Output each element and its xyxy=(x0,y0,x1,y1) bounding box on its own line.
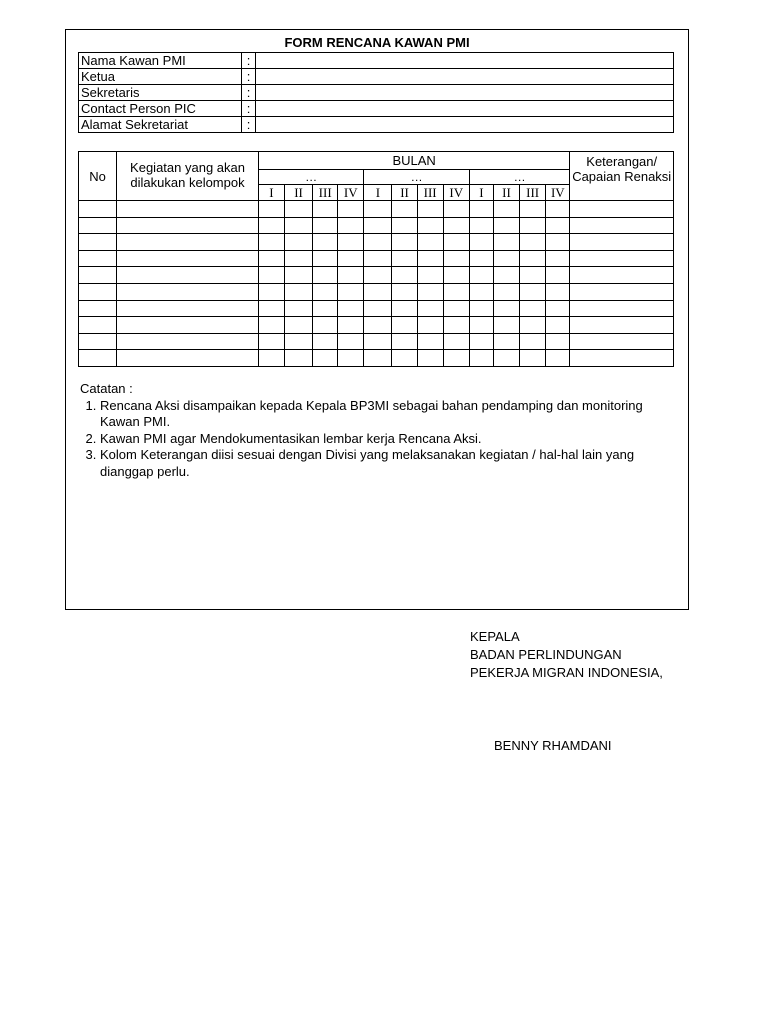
table-cell[interactable] xyxy=(392,317,417,334)
month-placeholder: … xyxy=(258,170,363,185)
table-cell[interactable] xyxy=(79,283,117,300)
table-cell[interactable] xyxy=(364,267,392,284)
table-cell[interactable] xyxy=(493,201,519,218)
table-cell[interactable] xyxy=(313,350,338,367)
table-cell[interactable] xyxy=(570,250,674,267)
table-cell[interactable] xyxy=(284,250,312,267)
info-value-field[interactable] xyxy=(256,85,674,101)
table-cell[interactable] xyxy=(313,234,338,251)
table-cell[interactable] xyxy=(284,234,312,251)
table-cell[interactable] xyxy=(284,201,312,218)
table-cell[interactable] xyxy=(79,317,117,334)
info-colon: : xyxy=(242,53,256,69)
table-cell[interactable] xyxy=(546,201,570,218)
table-cell[interactable] xyxy=(364,201,392,218)
info-label: Alamat Sekretariat xyxy=(79,117,242,133)
table-cell[interactable] xyxy=(313,317,338,334)
table-cell[interactable] xyxy=(443,217,469,234)
table-cell[interactable] xyxy=(570,201,674,218)
notes-section xyxy=(80,381,650,480)
table-cell[interactable] xyxy=(443,283,469,300)
table-cell[interactable] xyxy=(117,317,259,334)
table-cell[interactable] xyxy=(443,234,469,251)
table-cell[interactable] xyxy=(258,217,284,234)
table-cell[interactable] xyxy=(520,267,546,284)
table-cell[interactable] xyxy=(364,350,392,367)
table-cell[interactable] xyxy=(443,317,469,334)
table-row xyxy=(79,317,674,334)
week-header: II xyxy=(284,185,312,201)
table-cell[interactable] xyxy=(258,250,284,267)
table-cell[interactable] xyxy=(469,333,493,350)
info-row xyxy=(79,101,674,117)
info-label: Sekretaris xyxy=(79,85,242,101)
table-cell[interactable] xyxy=(313,217,338,234)
table-cell[interactable] xyxy=(546,234,570,251)
table-cell[interactable] xyxy=(546,317,570,334)
info-value-field[interactable] xyxy=(256,69,674,85)
table-cell[interactable] xyxy=(392,283,417,300)
table-cell[interactable] xyxy=(364,217,392,234)
table-cell[interactable] xyxy=(417,201,443,218)
info-colon: : xyxy=(242,85,256,101)
table-cell[interactable] xyxy=(79,250,117,267)
notes-heading: Catatan : xyxy=(80,381,133,396)
table-cell[interactable] xyxy=(443,333,469,350)
table-row xyxy=(79,267,674,284)
table-cell[interactable] xyxy=(117,217,259,234)
week-header: I xyxy=(258,185,284,201)
col-kegiatan-header: Kegiatan yang akan dilakukan kelompok xyxy=(117,152,259,201)
table-cell[interactable] xyxy=(570,333,674,350)
table-cell[interactable] xyxy=(392,201,417,218)
table-cell[interactable] xyxy=(469,234,493,251)
table-cell[interactable] xyxy=(520,333,546,350)
signature-agency: BADAN PERLINDUNGAN xyxy=(470,647,622,662)
table-cell[interactable] xyxy=(392,250,417,267)
table-cell[interactable] xyxy=(364,234,392,251)
info-row xyxy=(79,85,674,101)
table-cell[interactable] xyxy=(570,283,674,300)
table-cell[interactable] xyxy=(392,267,417,284)
table-cell[interactable] xyxy=(258,350,284,367)
table-cell[interactable] xyxy=(520,283,546,300)
signature-title: KEPALA xyxy=(470,629,520,644)
table-cell[interactable] xyxy=(79,350,117,367)
signature-agency-2: PEKERJA MIGRAN INDONESIA, xyxy=(470,665,663,680)
table-cell[interactable] xyxy=(469,300,493,317)
table-cell[interactable] xyxy=(546,350,570,367)
table-cell[interactable] xyxy=(284,217,312,234)
table-cell[interactable] xyxy=(79,217,117,234)
table-row xyxy=(79,350,674,367)
table-cell[interactable] xyxy=(338,283,364,300)
table-cell[interactable] xyxy=(417,317,443,334)
table-cell[interactable] xyxy=(469,350,493,367)
info-value-field[interactable] xyxy=(256,117,674,133)
table-cell[interactable] xyxy=(258,317,284,334)
table-cell[interactable] xyxy=(313,267,338,284)
form-title: FORM RENCANA KAWAN PMI xyxy=(284,35,470,50)
week-header: IV xyxy=(443,185,469,201)
table-cell[interactable] xyxy=(117,267,259,284)
table-cell[interactable] xyxy=(469,283,493,300)
table-cell[interactable] xyxy=(546,267,570,284)
table-cell[interactable] xyxy=(493,283,519,300)
table-cell[interactable] xyxy=(258,234,284,251)
table-cell[interactable] xyxy=(79,333,117,350)
col-bulan-header: BULAN xyxy=(258,152,570,170)
table-cell[interactable] xyxy=(417,333,443,350)
table-cell[interactable] xyxy=(417,250,443,267)
table-cell[interactable] xyxy=(79,267,117,284)
table-cell[interactable] xyxy=(469,250,493,267)
table-cell[interactable] xyxy=(313,333,338,350)
table-cell[interactable] xyxy=(258,300,284,317)
table-row xyxy=(79,300,674,317)
table-cell[interactable] xyxy=(417,300,443,317)
table-cell[interactable] xyxy=(570,300,674,317)
table-cell[interactable] xyxy=(443,201,469,218)
table-cell[interactable] xyxy=(520,201,546,218)
table-cell[interactable] xyxy=(546,333,570,350)
table-cell[interactable] xyxy=(520,217,546,234)
table-cell[interactable] xyxy=(443,300,469,317)
table-cell[interactable] xyxy=(493,350,519,367)
table-cell[interactable] xyxy=(570,350,674,367)
table-cell[interactable] xyxy=(258,267,284,284)
table-cell[interactable] xyxy=(364,333,392,350)
table-cell[interactable] xyxy=(117,300,259,317)
table-cell[interactable] xyxy=(117,201,259,218)
week-header: IV xyxy=(546,185,570,201)
table-row xyxy=(79,283,674,300)
table-cell[interactable] xyxy=(469,317,493,334)
month-placeholder: … xyxy=(469,170,570,185)
table-cell[interactable] xyxy=(443,350,469,367)
table-cell[interactable] xyxy=(338,317,364,334)
table-cell[interactable] xyxy=(117,250,259,267)
table-cell[interactable] xyxy=(338,217,364,234)
table-cell[interactable] xyxy=(570,267,674,284)
table-cell[interactable] xyxy=(364,317,392,334)
table-cell[interactable] xyxy=(79,300,117,317)
table-cell[interactable] xyxy=(117,333,259,350)
table-cell[interactable] xyxy=(392,217,417,234)
info-label: Contact Person PIC xyxy=(79,101,242,117)
table-row xyxy=(79,217,674,234)
table-cell[interactable] xyxy=(79,234,117,251)
table-cell[interactable] xyxy=(258,283,284,300)
table-cell[interactable] xyxy=(338,350,364,367)
table-cell[interactable] xyxy=(417,283,443,300)
table-cell[interactable] xyxy=(313,250,338,267)
table-cell[interactable] xyxy=(520,234,546,251)
table-cell[interactable] xyxy=(117,234,259,251)
table-cell[interactable] xyxy=(570,234,674,251)
table-cell[interactable] xyxy=(417,217,443,234)
table-cell[interactable] xyxy=(258,201,284,218)
table-cell[interactable] xyxy=(417,350,443,367)
table-cell[interactable] xyxy=(520,300,546,317)
form-frame xyxy=(65,29,689,610)
table-cell[interactable] xyxy=(284,333,312,350)
table-row xyxy=(79,201,674,218)
table-cell[interactable] xyxy=(79,201,117,218)
table-cell[interactable] xyxy=(364,283,392,300)
table-cell[interactable] xyxy=(338,333,364,350)
table-cell[interactable] xyxy=(284,300,312,317)
info-row xyxy=(79,53,674,69)
table-cell[interactable] xyxy=(284,350,312,367)
info-colon: : xyxy=(242,101,256,117)
table-cell[interactable] xyxy=(364,250,392,267)
table-cell[interactable] xyxy=(284,267,312,284)
table-cell[interactable] xyxy=(338,201,364,218)
table-cell[interactable] xyxy=(258,333,284,350)
table-cell[interactable] xyxy=(546,300,570,317)
table-cell[interactable] xyxy=(417,267,443,284)
table-cell[interactable] xyxy=(338,234,364,251)
week-header: III xyxy=(313,185,338,201)
table-cell[interactable] xyxy=(493,250,519,267)
table-row xyxy=(79,333,674,350)
week-header: IV xyxy=(338,185,364,201)
table-cell[interactable] xyxy=(338,300,364,317)
table-cell[interactable] xyxy=(570,217,674,234)
week-header: I xyxy=(364,185,392,201)
table-cell[interactable] xyxy=(493,317,519,334)
table-row xyxy=(79,250,674,267)
info-value-field[interactable] xyxy=(256,53,674,69)
info-row xyxy=(79,69,674,85)
table-cell[interactable] xyxy=(338,267,364,284)
table-cell[interactable] xyxy=(469,267,493,284)
table-cell[interactable] xyxy=(493,234,519,251)
table-cell[interactable] xyxy=(546,283,570,300)
table-cell[interactable] xyxy=(443,267,469,284)
table-cell[interactable] xyxy=(338,250,364,267)
signatory-name: BENNY RHAMDANI xyxy=(494,738,612,753)
table-cell[interactable] xyxy=(392,300,417,317)
info-label: Nama Kawan PMI xyxy=(79,53,242,69)
week-header: III xyxy=(417,185,443,201)
week-header: II xyxy=(493,185,519,201)
week-header: III xyxy=(520,185,546,201)
table-cell[interactable] xyxy=(520,350,546,367)
table-cell[interactable] xyxy=(520,317,546,334)
signature-block xyxy=(470,628,663,682)
col-keterangan-header: Keterangan/ Capaian Renaksi xyxy=(570,152,674,201)
table-cell[interactable] xyxy=(443,250,469,267)
col-no-header: No xyxy=(79,152,117,201)
table-cell[interactable] xyxy=(493,217,519,234)
note-item: 2. Kawan PMI agar Mendokumentasikan lembar kerja Rencana Aksi. xyxy=(100,431,650,448)
week-header: II xyxy=(392,185,417,201)
table-cell[interactable] xyxy=(493,300,519,317)
table-cell[interactable] xyxy=(284,317,312,334)
plan-table xyxy=(78,151,674,367)
table-cell[interactable] xyxy=(313,283,338,300)
info-colon: : xyxy=(242,117,256,133)
info-row xyxy=(79,117,674,133)
table-cell[interactable] xyxy=(469,217,493,234)
table-cell[interactable] xyxy=(520,250,546,267)
table-cell[interactable] xyxy=(364,300,392,317)
table-cell[interactable] xyxy=(546,217,570,234)
table-cell[interactable] xyxy=(392,350,417,367)
table-cell[interactable] xyxy=(117,350,259,367)
table-cell[interactable] xyxy=(392,234,417,251)
table-cell[interactable] xyxy=(546,250,570,267)
table-cell[interactable] xyxy=(493,333,519,350)
info-colon: : xyxy=(242,69,256,85)
table-cell[interactable] xyxy=(570,317,674,334)
week-header: I xyxy=(469,185,493,201)
info-table xyxy=(78,52,674,133)
table-cell[interactable] xyxy=(313,300,338,317)
table-cell[interactable] xyxy=(313,201,338,218)
table-cell[interactable] xyxy=(117,283,259,300)
note-item: 3. Kolom Keterangan diisi sesuai dengan Divisi yang melaksanakan kegiatan / hal-hal lain yang dianggap perlu. xyxy=(100,447,650,480)
month-placeholder: … xyxy=(364,170,469,185)
info-value-field[interactable] xyxy=(256,101,674,117)
table-cell[interactable] xyxy=(417,234,443,251)
table-cell[interactable] xyxy=(469,201,493,218)
table-cell[interactable] xyxy=(284,283,312,300)
info-label: Ketua xyxy=(79,69,242,85)
table-cell[interactable] xyxy=(493,267,519,284)
table-row xyxy=(79,234,674,251)
note-item: 1. Rencana Aksi disampaikan kepada Kepala BP3MI sebagai bahan pendamping dan monitoring Kawan PMI. xyxy=(100,398,650,431)
notes-list xyxy=(80,398,650,481)
table-cell[interactable] xyxy=(392,333,417,350)
